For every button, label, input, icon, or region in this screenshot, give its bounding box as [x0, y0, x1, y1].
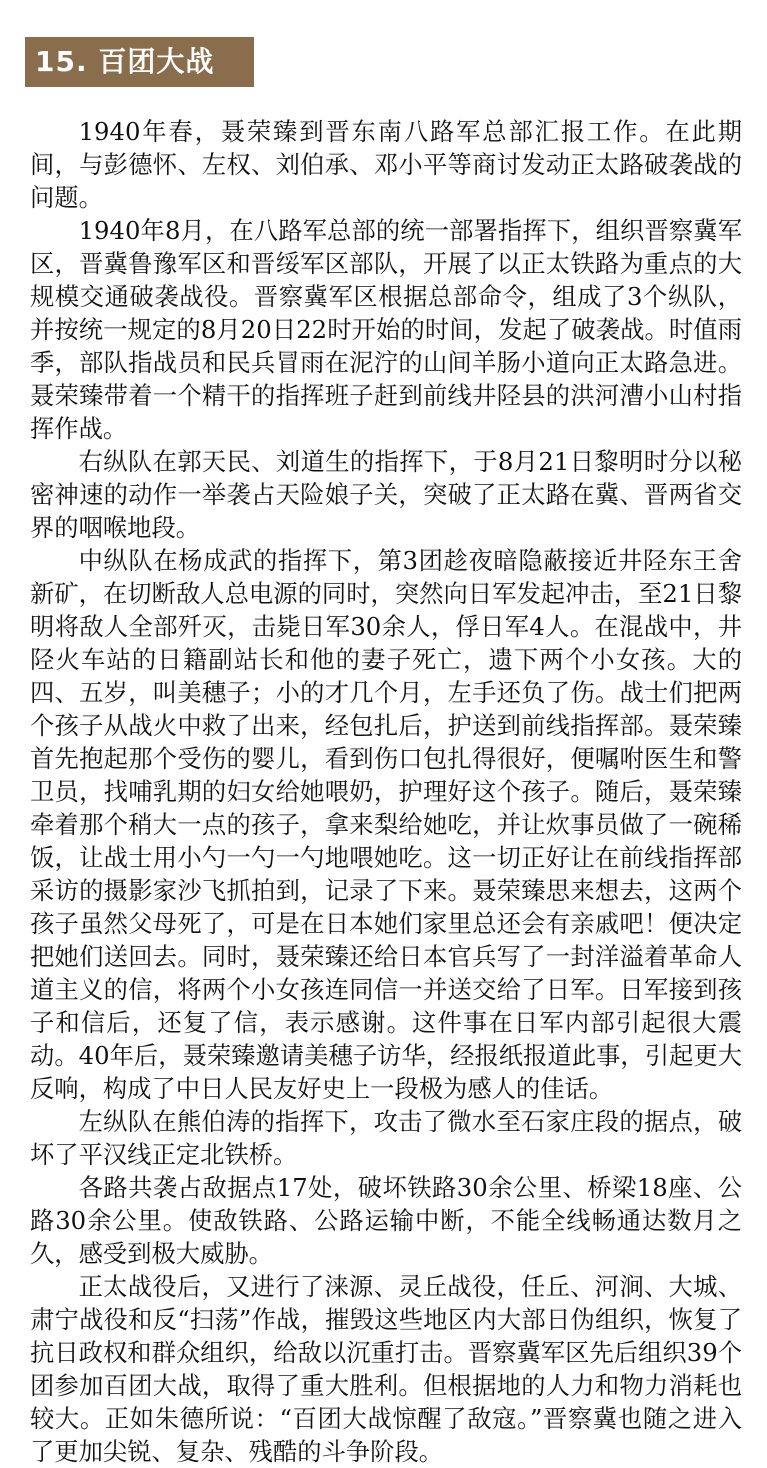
paragraph: 1940年8月，在八路军总部的统一部署指挥下，组织晋察冀军区，晋冀鲁豫军区和晋绥军区部队，开展了以正太铁路为重点的大规模交通破袭战役。晋察冀军区根据总部命令，组成了3个纵队，并按统一规定的8月20日22时开始的时间，发起了破袭战。时值雨季，部队指战员和民兵冒雨在泥泞的山间羊肠小道向正太路急进。聂荣臻带着一个精干的指挥班子赶到前线井陉县的洪河漕小山村指挥作战。: [30, 216, 742, 443]
paragraph: 左纵队在熊伯涛的指挥下，攻击了微水至石家庄段的据点，破坏了平汉线正定北铁桥。: [30, 1107, 742, 1169]
paragraph: 正太战役后，又进行了涞源、灵丘战役，任丘、河涧、大城、肃宁战役和反“扫荡”作战，摧毁这些地区内大部日伪组织，恢复了抗日政权和群众组织，给敌以沉重打击。晋察冀军区先后组织39个团参加百团大战，取得了重大胜利。但根据地的人力和物力消耗也较大。正如朱德所说：“百团大战惊醒了敌寇。”晋察冀也随之进入了更加尖锐、复杂、残酷的斗争阶段。: [30, 1272, 742, 1466]
article-body: [30, 115, 742, 1468]
paragraph: 各路共袭占敌据点17处，破坏铁路30余公里、桥梁18座、公路30余公里。使敌铁路、公路运输中断，不能全线畅通达数月之久，感受到极大威胁。: [30, 1173, 742, 1268]
section-title: 15. 百团大战: [25, 37, 254, 87]
paragraph: 1940年春，聂荣臻到晋东南八路军总部汇报工作。在此期间，与彭德怀、左权、刘伯承、邓小平等商讨发动正太路破袭战的问题。: [30, 117, 742, 212]
paragraph: 右纵队在郭天民、刘道生的指挥下，于8月21日黎明时分以秘密神速的动作一举袭占天险娘子关，突破了正太路在冀、晋两省交界的咽喉地段。: [30, 447, 742, 542]
paragraph: 中纵队在杨成武的指挥下，第3团趁夜暗隐蔽接近井陉东王舍新矿，在切断敌人总电源的同时，突然向日军发起冲击，至21日黎明将敌人全部歼灭，击毙日军30余人，俘日军4人。在混战中，井陉火车站的日籍副站长和他的妻子死亡，遗下两个小女孩。大的四、五岁，叫美穗子；小的才几个月，左手还负了伤。战士们把两个孩子从战火中救了出来，经包扎后，护送到前线指挥部。聂荣臻首先抱起那个受伤的婴儿，看到伤口包扎得很好，便嘱咐医生和警卫员，找哺乳期的妇女给她喂奶，护理好这个孩子。随后，聂荣臻牵着那个稍大一点的孩子，拿来梨给她吃，并让炊事员做了一碗稀饭，让战士用小勺一勺一勺地喂她吃。这一切正好让在前线指挥部采访的摄影家沙飞抓拍到，记录了下来。聂荣臻思来想去，这两个孩子虽然父母死了，可是在日本她们家里总还会有亲戚吧！便决定把她们送回去。同时，聂荣臻还给日本官兵写了一封洋溢着革命人道主义的信，将两个小女孩连同信一并送交给了日军。日军接到孩子和信后，还复了信，表示感谢。这件事在日军内部引起很大震动。40年后，聂荣臻邀请美穗子访华，经报纸报道此事，引起更大反响，构成了中日人民友好史上一段极为感人的佳话。: [30, 546, 742, 1103]
